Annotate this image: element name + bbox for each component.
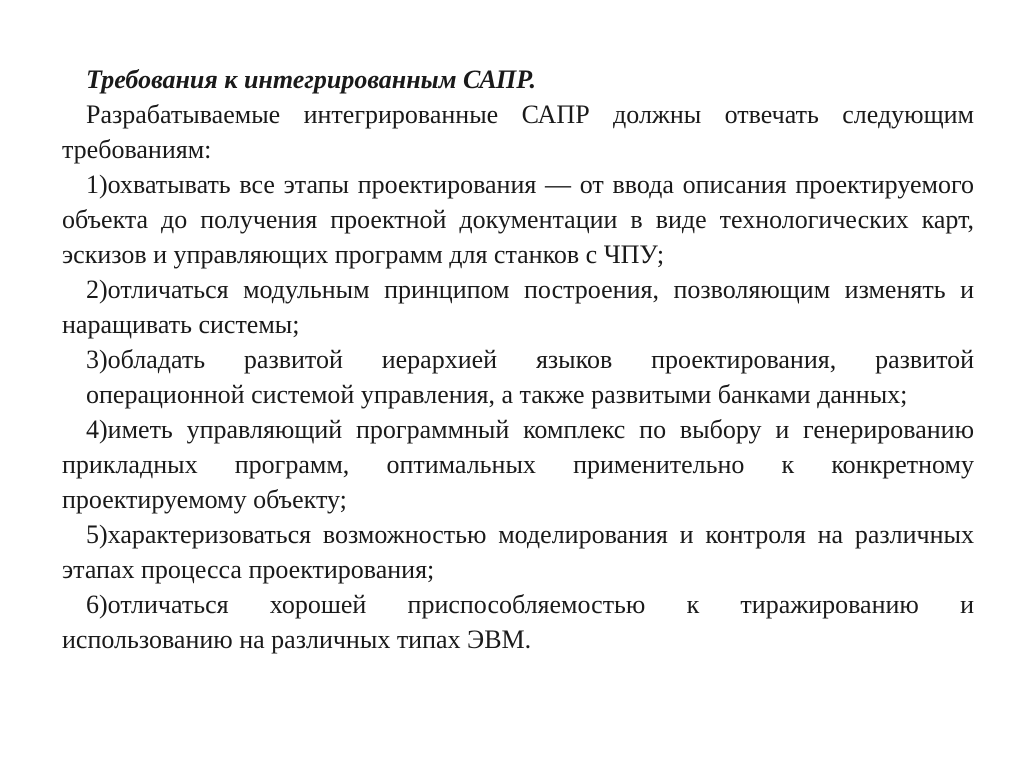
requirement-item-4: 4)иметь управляющий программный комплекс по выбору и генерированию прикладных программ, оптимальных применительно к конкретному проектируемому объекту; [62,415,974,514]
requirement-item-3: 3)обладать развитой иерархией языков проектирования, развитой операционной системой управления, а также развитыми банками данных; [86,345,974,409]
requirement-item-1: 1)охватывать все этапы проектирования — от ввода описания проектируемого объекта до получения проектной документации в виде технологических карт, эскизов и управляющих программ для станков с ЧПУ; [62,170,974,269]
document-page [62,62,974,657]
intro-paragraph: Разрабатываемые интегрированные САПР должны отвечать следующим требованиям: [62,100,974,164]
requirement-item-2: 2)отличаться модульным принципом построения, позволяющим изменять и наращивать системы; [62,275,974,339]
requirement-item-6: 6)отличаться хорошей приспособляемостью к тиражированию и использованию на различных типах ЭВМ. [62,590,974,654]
requirement-item-5: 5)характеризоваться возможностью моделирования и контроля на различных этапах процесса проектирования; [62,520,974,584]
section-heading: Требования к интегрированным САПР. [86,65,537,94]
